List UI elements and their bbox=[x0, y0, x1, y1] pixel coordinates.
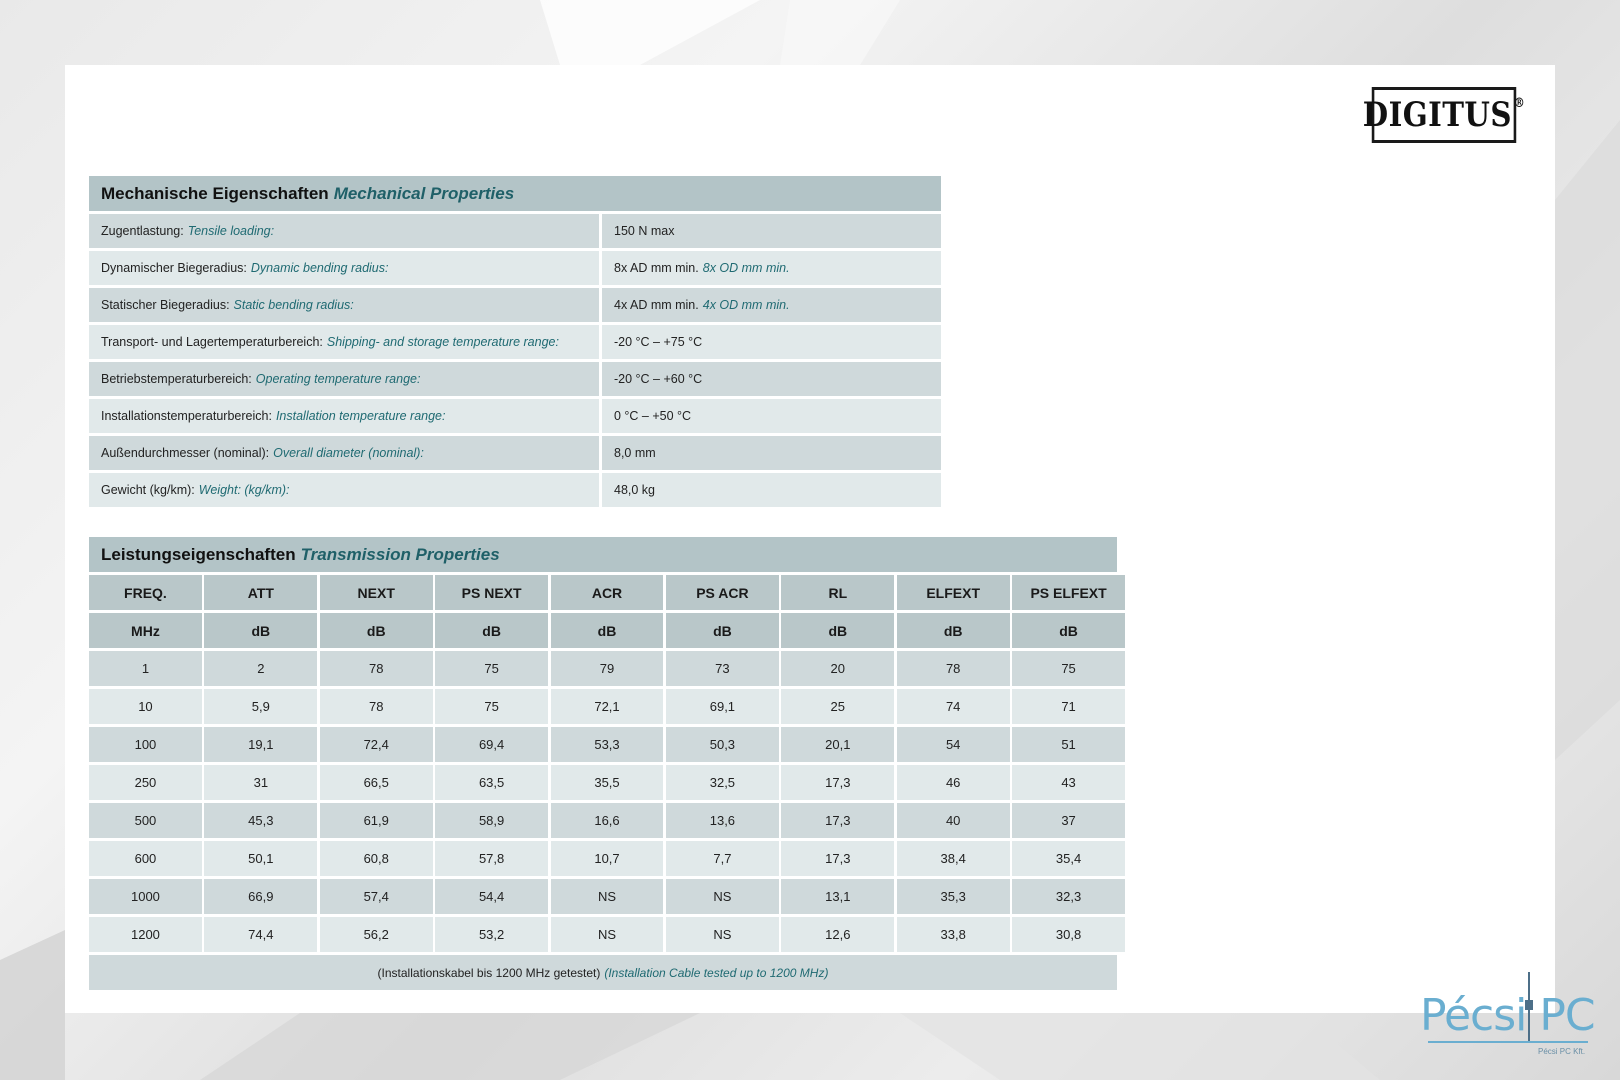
table-cell: 73 bbox=[666, 651, 779, 686]
footnote-en: (Installation Cable tested up to 1200 MHz) bbox=[604, 965, 829, 980]
table-cell: 72,4 bbox=[320, 727, 433, 762]
watermark-name: Pécsi PC bbox=[1420, 990, 1595, 1041]
table-cell: 35,4 bbox=[1012, 841, 1125, 876]
property-value bbox=[602, 473, 941, 507]
table-cell: 74 bbox=[897, 689, 1010, 724]
table-cell: 78 bbox=[320, 689, 433, 724]
mechanical-row bbox=[89, 436, 941, 470]
table-cell: 35,5 bbox=[551, 765, 664, 800]
table-cell: 75 bbox=[1012, 651, 1125, 686]
table-cell: 54,4 bbox=[435, 879, 548, 914]
table-cell: 50,3 bbox=[666, 727, 779, 762]
table-cell: 16,6 bbox=[551, 803, 664, 838]
property-label bbox=[89, 399, 599, 433]
mechanical-row bbox=[89, 473, 941, 507]
table-cell: 57,4 bbox=[320, 879, 433, 914]
column-header: ELFEXT bbox=[897, 575, 1010, 610]
property-value bbox=[602, 399, 941, 433]
table-cell: 12,6 bbox=[781, 917, 894, 952]
property-value-text: 48,0 kg bbox=[614, 483, 656, 497]
table-cell: 35,3 bbox=[897, 879, 1010, 914]
table-cell: 20 bbox=[781, 651, 894, 686]
table-cell: 31 bbox=[204, 765, 317, 800]
table-cell: 40 bbox=[897, 803, 1010, 838]
property-label-en: Dynamic bending radius: bbox=[250, 261, 389, 275]
property-label bbox=[89, 473, 599, 507]
unit-header: dB bbox=[897, 613, 1010, 648]
property-label-de: Betriebstemperaturbereich: bbox=[101, 372, 252, 386]
table-cell: 78 bbox=[897, 651, 1010, 686]
mechanical-row bbox=[89, 288, 941, 322]
table-cell: NS bbox=[551, 917, 664, 952]
table-cell: 78 bbox=[320, 651, 433, 686]
digitus-logo bbox=[1362, 87, 1526, 143]
mechanical-properties-table bbox=[89, 176, 941, 507]
property-value-text: -20 °C – +60 °C bbox=[614, 372, 703, 386]
table-cell: 17,3 bbox=[781, 765, 894, 800]
pecsi-pc-watermark bbox=[1420, 972, 1595, 1062]
transmission-properties-table bbox=[89, 537, 1117, 990]
property-label-en: Tensile loading: bbox=[187, 224, 275, 238]
property-value bbox=[602, 214, 941, 248]
table-cell: 60,8 bbox=[320, 841, 433, 876]
property-label-de: Transport- und Lagertemperaturbereich: bbox=[101, 335, 323, 349]
table-cell: 50,1 bbox=[204, 841, 317, 876]
property-label-de: Statischer Biegeradius: bbox=[101, 298, 230, 312]
column-header: PS ELFEXT bbox=[1012, 575, 1125, 610]
table-cell: 75 bbox=[435, 651, 548, 686]
property-value bbox=[602, 436, 941, 470]
column-header: NEXT bbox=[320, 575, 433, 610]
property-label-de: Außendurchmesser (nominal): bbox=[101, 446, 270, 460]
table-cell: 500 bbox=[89, 803, 202, 838]
table-cell: 10,7 bbox=[551, 841, 664, 876]
property-label-en: Operating temperature range: bbox=[255, 372, 421, 386]
mechanical-rows bbox=[89, 214, 941, 507]
unit-header: dB bbox=[204, 613, 317, 648]
table-cell: 30,8 bbox=[1012, 917, 1125, 952]
property-label bbox=[89, 251, 599, 285]
table-cell: 53,2 bbox=[435, 917, 548, 952]
table-cell: 54 bbox=[897, 727, 1010, 762]
unit-header: dB bbox=[320, 613, 433, 648]
unit-header: dB bbox=[1012, 613, 1125, 648]
table-cell: 71 bbox=[1012, 689, 1125, 724]
unit-header: dB bbox=[781, 613, 894, 648]
property-label-de: Gewicht (kg/km): bbox=[101, 483, 195, 497]
property-label-en: Installation temperature range: bbox=[275, 409, 446, 423]
property-value-text: -20 °C – +75 °C bbox=[614, 335, 703, 349]
table-cell: 72,1 bbox=[551, 689, 664, 724]
property-value bbox=[602, 325, 941, 359]
unit-header: dB bbox=[551, 613, 664, 648]
registered-mark: ® bbox=[1513, 95, 1526, 111]
table-cell: 20,1 bbox=[781, 727, 894, 762]
table-cell: 61,9 bbox=[320, 803, 433, 838]
mechanical-row bbox=[89, 325, 941, 359]
column-header: ACR bbox=[551, 575, 664, 610]
property-value-text: 8x AD mm min. bbox=[614, 261, 699, 275]
table-cell: 66,5 bbox=[320, 765, 433, 800]
property-value bbox=[602, 288, 941, 322]
mechanical-properties-header bbox=[89, 176, 941, 211]
unit-header: dB bbox=[666, 613, 779, 648]
mechanical-row bbox=[89, 251, 941, 285]
property-label-en: Overall diameter (nominal): bbox=[273, 446, 424, 460]
property-value bbox=[602, 251, 941, 285]
transmission-footnote bbox=[89, 955, 1117, 990]
property-label-de: Zugentlastung: bbox=[101, 224, 184, 238]
transmission-title-de: Leistungseigenschaften bbox=[101, 544, 296, 564]
table-cell: 74,4 bbox=[204, 917, 317, 952]
table-cell: 32,3 bbox=[1012, 879, 1125, 914]
property-label-de: Dynamischer Biegeradius: bbox=[101, 261, 247, 275]
logo-brand: DIGITUS bbox=[1362, 95, 1512, 135]
property-label bbox=[89, 436, 599, 470]
table-cell: 600 bbox=[89, 841, 202, 876]
table-cell: 1200 bbox=[89, 917, 202, 952]
table-cell: 2 bbox=[204, 651, 317, 686]
table-cell: 69,1 bbox=[666, 689, 779, 724]
footnote-de: (Installationskabel bis 1200 MHz getestet) bbox=[377, 965, 601, 980]
column-header: PS NEXT bbox=[435, 575, 548, 610]
property-label-de: Installationstemperaturbereich: bbox=[101, 409, 272, 423]
mechanical-row bbox=[89, 362, 941, 396]
table-cell: 1 bbox=[89, 651, 202, 686]
table-cell: 45,3 bbox=[204, 803, 317, 838]
transmission-title-en: Transmission Properties bbox=[300, 544, 500, 564]
table-cell: 5,9 bbox=[204, 689, 317, 724]
property-label bbox=[89, 325, 599, 359]
property-value-text: 4x AD mm min. bbox=[614, 298, 699, 312]
property-value-text: 0 °C – +50 °C bbox=[614, 409, 692, 423]
property-label bbox=[89, 288, 599, 322]
table-cell: 57,8 bbox=[435, 841, 548, 876]
table-cell: 56,2 bbox=[320, 917, 433, 952]
table-cell: 66,9 bbox=[204, 879, 317, 914]
unit-header: MHz bbox=[89, 613, 202, 648]
property-value-en: 8x OD mm min. bbox=[702, 261, 790, 275]
table-cell: NS bbox=[666, 879, 779, 914]
property-value bbox=[602, 362, 941, 396]
table-cell: 7,7 bbox=[666, 841, 779, 876]
property-value-text: 8,0 mm bbox=[614, 446, 656, 460]
table-cell: 33,8 bbox=[897, 917, 1010, 952]
property-value-en: 4x OD mm min. bbox=[702, 298, 790, 312]
table-cell: 75 bbox=[435, 689, 548, 724]
table-cell: 19,1 bbox=[204, 727, 317, 762]
table-cell: 13,1 bbox=[781, 879, 894, 914]
transmission-grid bbox=[89, 572, 1117, 952]
column-header: FREQ. bbox=[89, 575, 202, 610]
table-cell: 1000 bbox=[89, 879, 202, 914]
table-cell: 10 bbox=[89, 689, 202, 724]
table-cell: 17,3 bbox=[781, 803, 894, 838]
table-cell: 100 bbox=[89, 727, 202, 762]
table-cell: 51 bbox=[1012, 727, 1125, 762]
table-cell: 63,5 bbox=[435, 765, 548, 800]
property-value-text: 150 N max bbox=[614, 224, 675, 238]
property-label bbox=[89, 362, 599, 396]
mechanical-title-en: Mechanical Properties bbox=[333, 183, 515, 203]
table-cell: 79 bbox=[551, 651, 664, 686]
table-cell: 69,4 bbox=[435, 727, 548, 762]
table-cell: 37 bbox=[1012, 803, 1125, 838]
property-label-en: Static bending radius: bbox=[233, 298, 354, 312]
property-label bbox=[89, 214, 599, 248]
table-cell: 25 bbox=[781, 689, 894, 724]
mechanical-title-de: Mechanische Eigenschaften bbox=[101, 183, 329, 203]
mechanical-row bbox=[89, 399, 941, 433]
mechanical-row bbox=[89, 214, 941, 248]
column-header: PS ACR bbox=[666, 575, 779, 610]
table-cell: 58,9 bbox=[435, 803, 548, 838]
table-cell: 46 bbox=[897, 765, 1010, 800]
table-cell: 250 bbox=[89, 765, 202, 800]
table-cell: 43 bbox=[1012, 765, 1125, 800]
table-cell: 38,4 bbox=[897, 841, 1010, 876]
unit-header: dB bbox=[435, 613, 548, 648]
watermark-sub: Pécsi PC Kft. bbox=[1538, 1047, 1586, 1056]
transmission-properties-header bbox=[89, 537, 1117, 572]
property-label-en: Weight: (kg/km): bbox=[198, 483, 290, 497]
property-label-en: Shipping- and storage temperature range: bbox=[326, 335, 559, 349]
column-header: ATT bbox=[204, 575, 317, 610]
column-header: RL bbox=[781, 575, 894, 610]
table-cell: 13,6 bbox=[666, 803, 779, 838]
table-cell: NS bbox=[551, 879, 664, 914]
table-cell: 17,3 bbox=[781, 841, 894, 876]
table-cell: 32,5 bbox=[666, 765, 779, 800]
table-cell: NS bbox=[666, 917, 779, 952]
table-cell: 53,3 bbox=[551, 727, 664, 762]
